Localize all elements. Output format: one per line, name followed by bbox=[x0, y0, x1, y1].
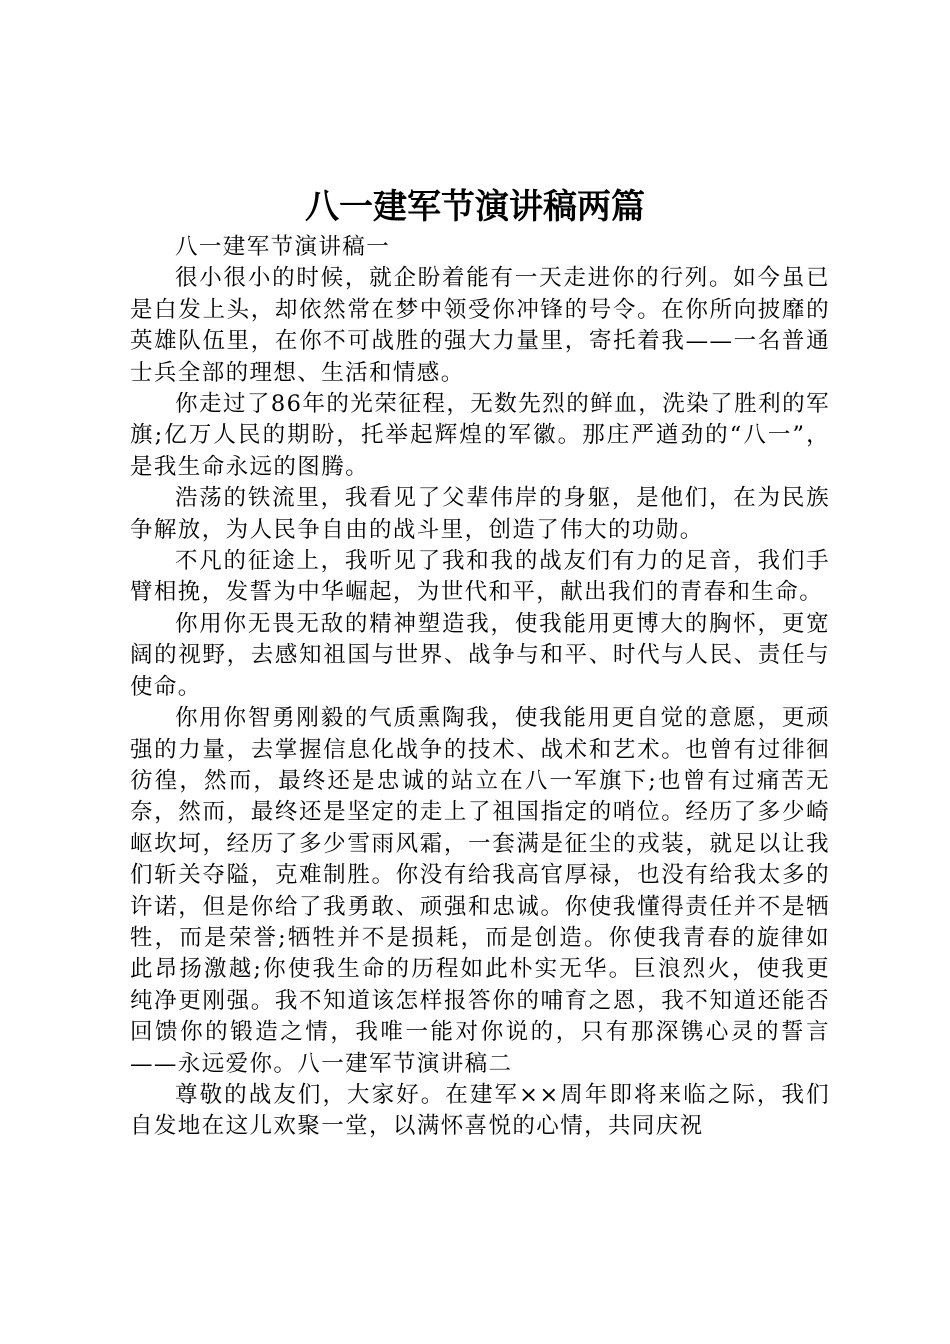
document-title: 八一建军节演讲稿两篇 bbox=[305, 187, 645, 227]
paragraph: 你用你无畏无敌的精神塑造我，使我能用更博大的胸怀，更宽阔的视野，去感知祖国与世界、战争与和平、时代与人民、责任与使命。 bbox=[130, 610, 830, 700]
section-heading-one: 八一建军节演讲稿一 bbox=[175, 234, 391, 260]
paragraph: 很小很小的时候，就企盼着能有一天走进你的行列。如今虽已是白发上头，却依然常在梦中领受你冲锋的号令。在你所向披靡的英雄队伍里，在你不可战胜的强大力量里，寄托着我——一名普通士兵全部的理想、生活和情感。 bbox=[130, 265, 830, 386]
paragraph: 浩荡的铁流里，我看见了父辈伟岸的身躯，是他们，在为民族争解放，为人民争自由的战斗里，创造了伟大的功勋。 bbox=[130, 485, 830, 543]
document-body bbox=[130, 232, 830, 1143]
paragraph: 不凡的征途上，我听见了我和我的战友们有力的足音，我们手臂相挽，发誓为中华崛起，为世代和平，献出我们的青春和生命。 bbox=[130, 548, 830, 606]
paragraph: 你用你智勇刚毅的气质熏陶我，使我能用更自觉的意愿，更顽强的力量，去掌握信息化战争的技术、战术和艺术。也曾有过徘徊彷徨，然而，最终还是忠诚的站立在八一军旗下;也曾有过痛苦无奈，然而，最终还是坚定的走上了祖国指定的哨位。经历了多少崎岖坎坷，经历了多少雪雨风霜，一套满是征尘的戎装，就足以让我们斩关夺隘，克难制胜。你没有给我高官厚禄，也没有给我太多的许诺，但是你给了我勇敢、顽强和忠诚。你使我懂得责任并不是牺牲，而是荣誉;牺牲并不是损耗，而是创造。你使我青春的旋律如此昂扬激越;你使我生命的历程如此朴实无华。巨浪烈火，使我更纯净更刚强。我不知道该怎样报答你的哺育之恩，我不知道还能否回馈你的锻造之情，我唯一能对你说的，只有那深镌心灵的誓言——永远爱你。八一建军节演讲稿二 bbox=[130, 705, 830, 1077]
paragraph: 你走过了86年的光荣征程，无数先烈的鲜血，洗染了胜利的军旗;亿万人民的期盼，托举起辉煌的军徽。那庄严遒劲的“八一”，是我生命永远的图腾。 bbox=[130, 391, 830, 480]
paragraph: 尊敬的战友们，大家好。在建军××周年即将来临之际，我们自发地在这儿欢聚一堂，以满怀喜悦的心情，共同庆祝 bbox=[130, 1081, 830, 1140]
